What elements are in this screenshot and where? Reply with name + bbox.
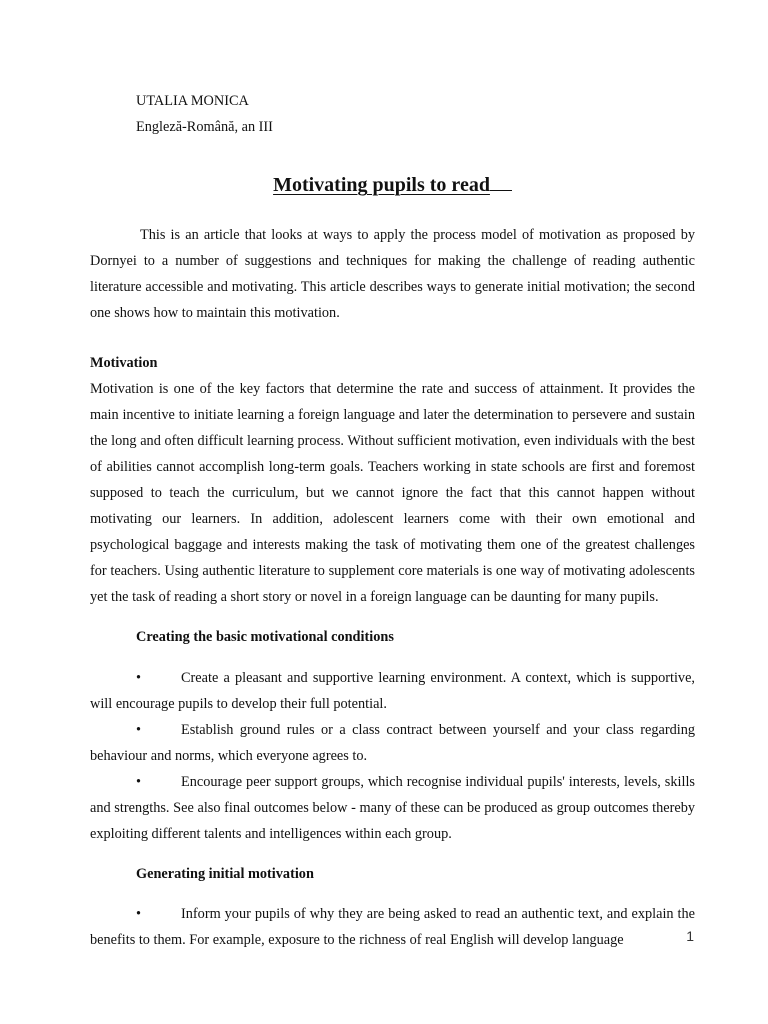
document-page xyxy=(90,88,695,953)
bullet-icon: • xyxy=(136,906,142,923)
list-item xyxy=(90,769,695,847)
title-underline-gap xyxy=(490,172,512,191)
bullet-icon: • xyxy=(136,773,142,790)
basic-conditions-heading: Creating the basic motivational conditions xyxy=(136,629,394,646)
article-title xyxy=(90,170,695,200)
motivation-heading: Motivation xyxy=(90,355,158,371)
page-number: 1 xyxy=(686,928,694,944)
bullet-icon: • xyxy=(136,721,142,738)
list-item-text: Encourage peer support groups, which recognise individual pupils' interests, levels, skills and strengths. See also final outcomes below - many of these can be produced as group outcomes thereby exploiting different talents and intelligences within each group. xyxy=(90,773,695,842)
author-program: Engleză-Română, an III xyxy=(136,119,273,135)
author-block xyxy=(136,88,695,140)
bullet-icon: • xyxy=(136,669,142,686)
initial-motivation-heading: Generating initial motivation xyxy=(136,865,314,882)
list-item-text: Inform your pupils of why they are being asked to read an authentic text, and explain the benefits to them. For example, exposure to the richness of real English will develop language xyxy=(90,906,695,949)
author-name: UTALIA MONICA xyxy=(136,93,249,109)
list-item xyxy=(90,665,695,717)
intro-paragraph: This is an article that looks at ways to apply the process model of motivation as proposed by Dornyei to a number of suggestions and techniques for making the challenge of reading authentic literature accessible and motivating. This article describes ways to generate initial motivation; the second one shows how to maintain this motivation. xyxy=(90,227,695,321)
title-text: Motivating pupils to read xyxy=(273,174,490,196)
list-item xyxy=(90,901,695,953)
list-item xyxy=(90,717,695,769)
spacer xyxy=(90,326,695,350)
motivation-paragraph: Motivation is one of the key factors that determine the rate and success of attainment. It provides the main incentive to initiate learning a foreign language and later the determination to persevere and sustain the long and often difficult learning process. Without sufficient motivation, even individuals with the best of abilities cannot accomplish long-term goals. Teachers working in state schools are first and foremost supposed to teach the curriculum, but we cannot ignore the fact that this cannot happen without motivating our learners. In addition, adolescent learners come with their own emotional and psychological baggage and interests making the task of motivating them one of the greatest challenges for teachers. Using authentic literature to supplement core materials is one way of motivating adolescents yet the task of reading a short story or novel in a foreign language can be daunting for many pupils. xyxy=(90,381,695,605)
list-item-text: Establish ground rules or a class contract between yourself and your class regarding behaviour and norms, which everyone agrees to. xyxy=(90,721,695,764)
list-item-text: Create a pleasant and supportive learning environment. A context, which is supportive, will encourage pupils to develop their full potential. xyxy=(90,669,695,712)
